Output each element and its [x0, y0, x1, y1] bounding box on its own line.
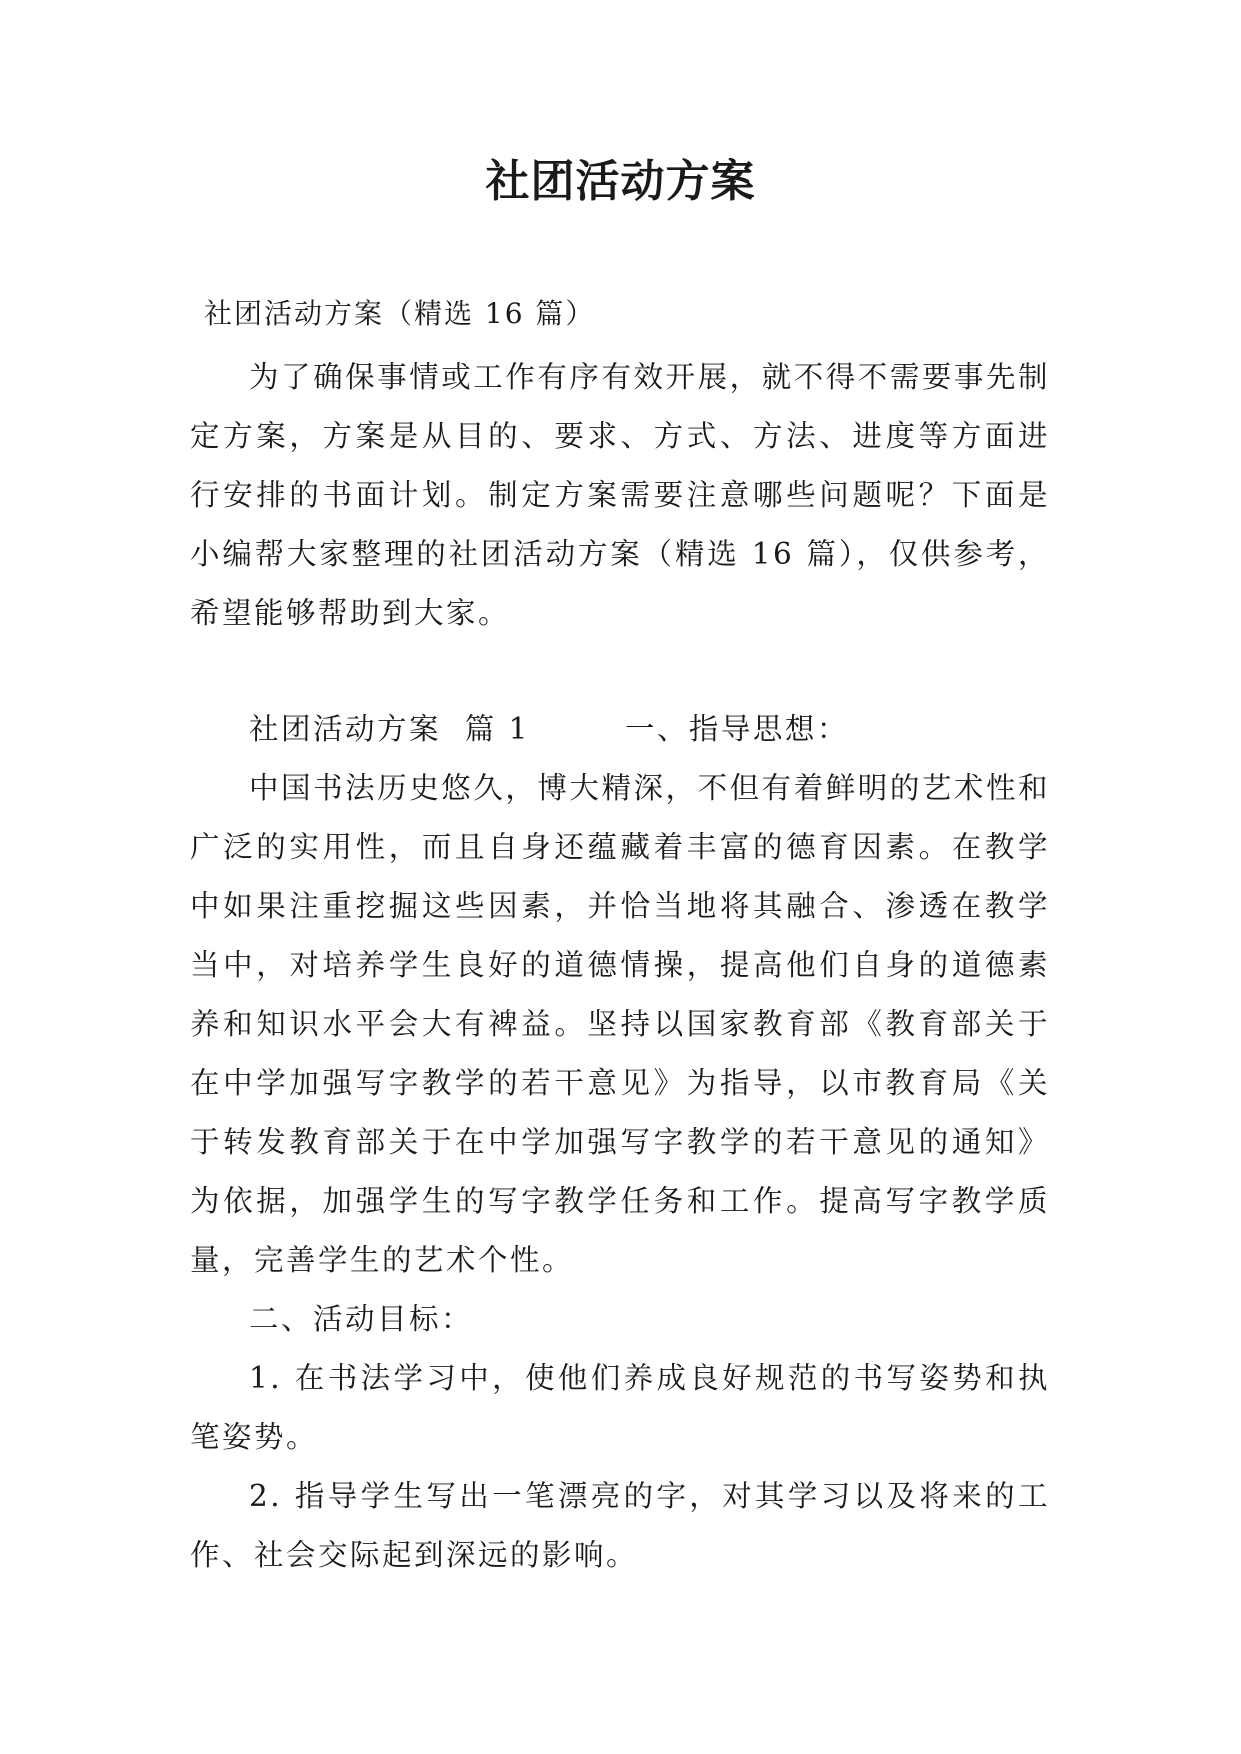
- body-paragraph-3: 1. 在书法学习中，使他们养成良好规范的书写姿势和执笔姿势。: [190, 1361, 1050, 1454]
- section-heading: 社团活动方案 篇 1 一、指导思想：: [249, 712, 849, 746]
- intro-block: [190, 348, 1050, 643]
- body-paragraph-4: 2. 指导学生写出一笔漂亮的字，对其学习以及将来的工作、社会交际起到深远的影响。: [190, 1479, 1050, 1572]
- intro-paragraph: 为了确保事情或工作有序有效开展，就不得不需要事先制定方案，方案是从目的、要求、方式、方法、进度等方面进行安排的书面计划。制定方案需要注意哪些问题呢？下面是小编帮大家整理的社团活动方案（精选 16 篇），仅供参考，希望能够帮助到大家。: [190, 360, 1050, 630]
- document-title: 社团活动方案: [485, 156, 756, 207]
- section-block: [190, 700, 1050, 1585]
- body-paragraph-2: 二、活动目标：: [249, 1302, 474, 1336]
- body-paragraph-1: 中国书法历史悠久，博大精深，不但有着鲜明的艺术性和广泛的实用性，而且自身还蕴藏着丰富的德育因素。在教学中如果注重挖掘这些因素，并恰当地将其融合、渗透在教学当中，对培养学生良好的道德情操，提高他们自身的道德素养和知识水平会大有裨益。坚持以国家教育部《教育部关于在中学加强写字教学的若干意见》为指导，以市教育局《关于转发教育部关于在中学加强写字教学的若干意见的通知》为依据，加强学生的写字教学任务和工作。提高写字教学质量，完善学生的艺术个性。: [190, 771, 1050, 1277]
- document-subtitle: 社团活动方案（精选 16 篇）: [204, 297, 596, 330]
